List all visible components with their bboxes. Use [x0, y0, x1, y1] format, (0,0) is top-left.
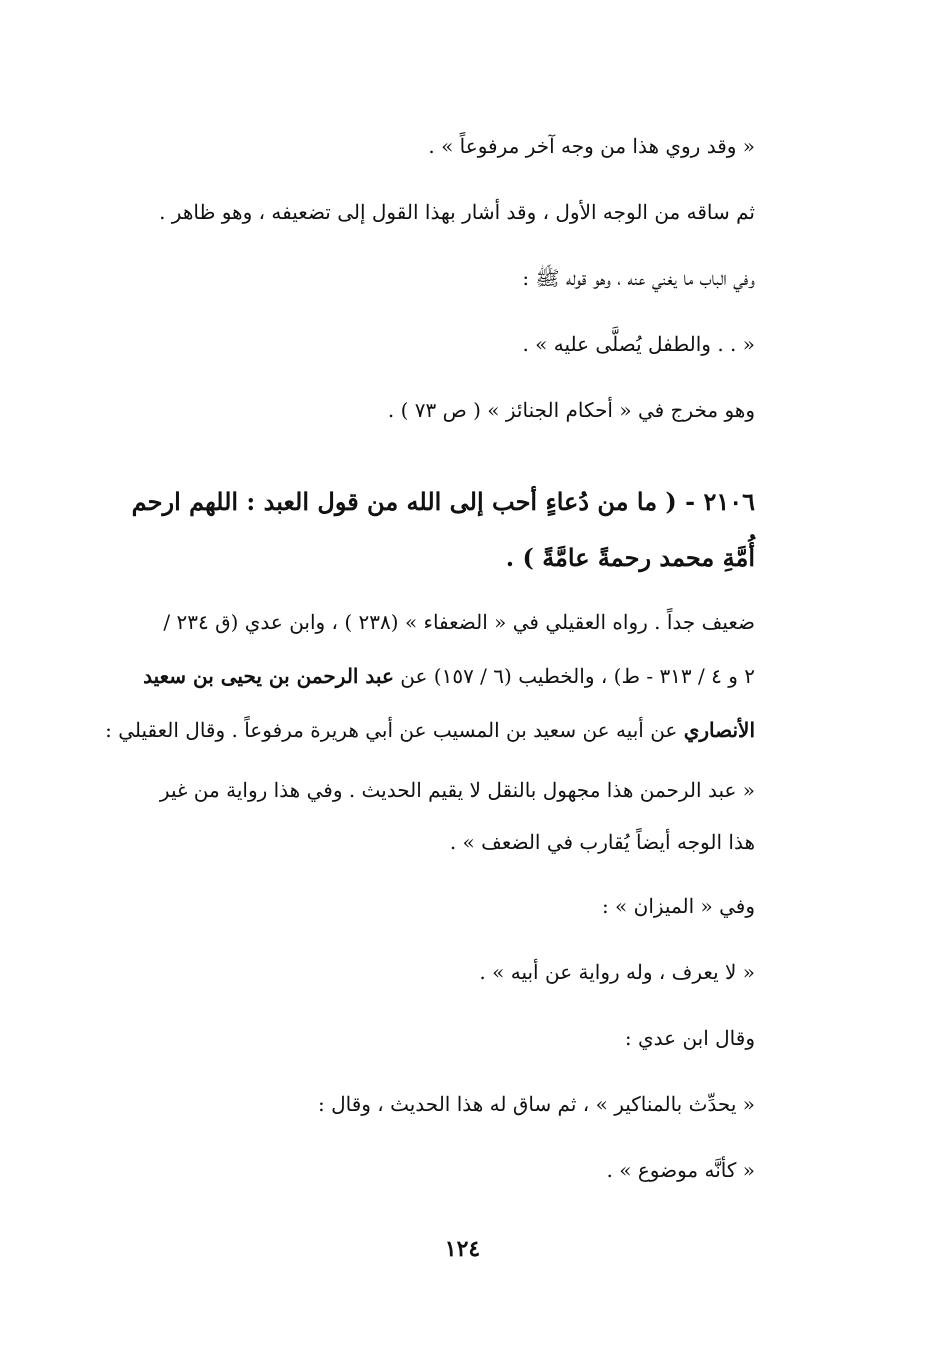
- text-line-3: وفي الباب ما يغني عنه ، وهو قوله ﷺ :: [522, 266, 755, 290]
- hadith-heading-line-2: أُمَّةِ محمد رحمةً عامَّةً ) .: [505, 543, 755, 572]
- body-line-1: ضعيف جداً . رواه العقيلي في « الضعفاء » (٢٣٨ ) ، وابن عدي (ق ٢٣٤ /: [163, 610, 755, 634]
- text-line-1: « وقد روي هذا من وجه آخر مرفوعاً » .: [428, 134, 755, 158]
- narrator-name: عبد الرحمن بن يحيى بن سعيد: [143, 664, 394, 688]
- chain-text: عن أبيه عن سعيد بن المسيب عن أبي هريرة مرفوعاً . وقال العقيلي :: [105, 718, 684, 742]
- mizan-line: وفي « الميزان » :: [601, 894, 755, 918]
- text-line-4: « . . والطفل يُصلَّى عليه » .: [522, 332, 755, 356]
- page-number: ١٢٤: [444, 1236, 481, 1262]
- citation-text: ٢ و ٤ / ٣١٣ - ط) ، والخطيب (٦ / ١٥٧) عن: [393, 664, 755, 688]
- mizan-quote-line: « لا يعرف ، وله رواية عن أبيه » .: [479, 960, 755, 984]
- body-line-2: [65, 662, 755, 690]
- text-line-5: وهو مخرج في « أحكام الجنائز » ( ص ٧٣ ) .: [387, 398, 755, 422]
- hadith-heading-line-1: ٢١٠٦ - ( ما من دُعاءٍ أحب إلى الله من قول العبد : اللهم ارحم: [131, 487, 755, 516]
- ibn-adi-quote-line: « يحدِّث بالمناكير » ، ثم ساق له هذا الحديث ، وقال :: [317, 1092, 755, 1116]
- text-line-2: ثم ساقه من الوجه الأول ، وقد أشار بهذا القول إلى تضعيفه ، وهو ظاهر .: [159, 200, 755, 224]
- body-line-3: [65, 716, 755, 744]
- ibn-adi-line: وقال ابن عدي :: [624, 1026, 755, 1050]
- quote-line-2: هذا الوجه أيضاً يُقارب في الضعف » .: [449, 830, 755, 854]
- final-quote-line: « كأنَّه موضوع » .: [606, 1158, 755, 1182]
- narrator-nisba: الأنصاري: [683, 718, 755, 742]
- quote-line-1: « عبد الرحمن هذا مجهول بالنقل لا يقيم الحديث . وفي هذا رواية من غير: [159, 778, 755, 802]
